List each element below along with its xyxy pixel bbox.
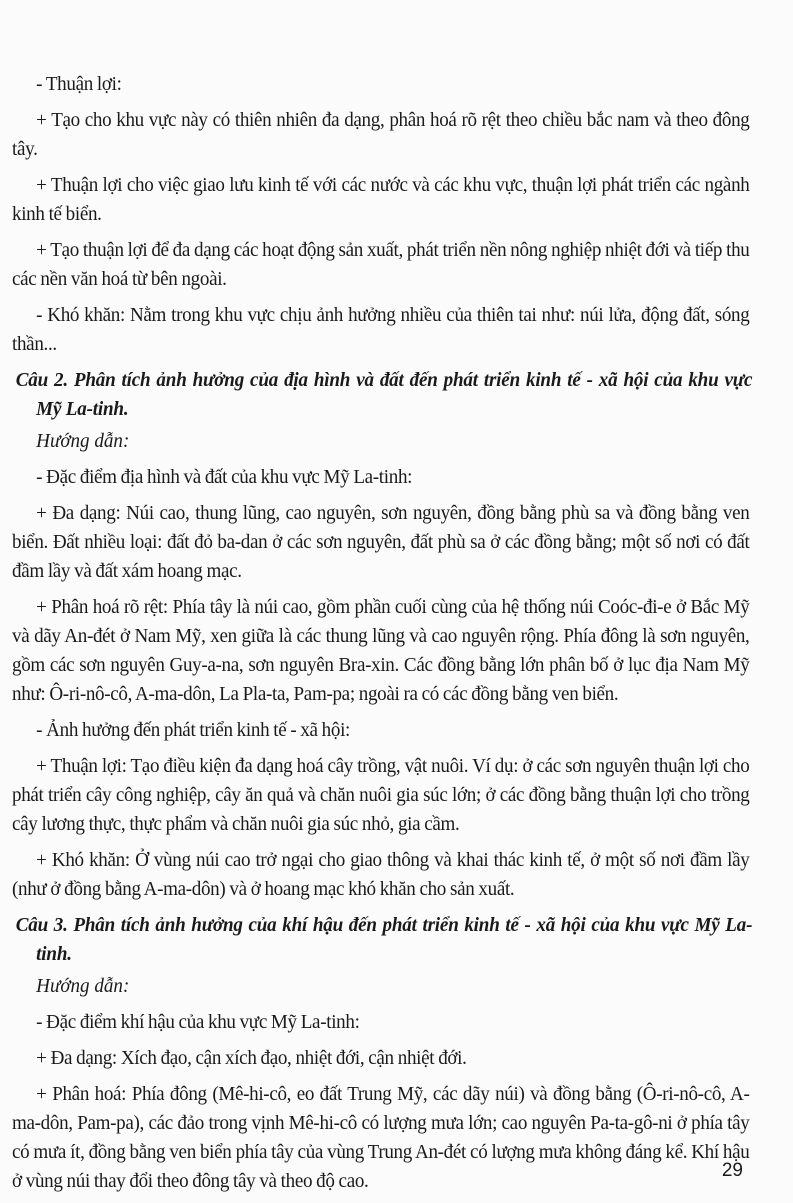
page-body xyxy=(12,70,753,1203)
paragraph-advantage-production: + Tạo thuận lợi để đa dạng các hoạt động sản xuất, phát triển nền nông nghiệp nhiệt đới và tiếp thu các nền văn hoá từ bên ngoài. xyxy=(12,239,750,290)
paragraph-advantage-trade: + Thuận lợi cho việc giao lưu kinh tế với các nước và các khu vực, thuận lợi phát triển các ngành kinh tế biển. xyxy=(12,174,750,225)
paragraph-advantage-nature: + Tạo cho khu vực này có thiên nhiên đa dạng, phân hoá rõ rệt theo chiều bắc nam và theo đông tây. xyxy=(12,109,750,160)
paragraph-terrain-differentiation: + Phân hoá rõ rệt: Phía tây là núi cao, gồm phần cuối cùng của hệ thống núi Coóc-đi-e ở Bắc Mỹ và dãy An-đét ở Nam Mỹ, xen giữa là các thung lũng và cao nguyên rộng. Phía đông là sơn nguyên, gồm các sơn nguyên Guy-a-na, sơn nguyên Bra-xin. Các đồng bằng lớn phân bố ở lục địa Nam Mỹ như: Ô-ri-nô-cô, A-ma-dôn, La Pla-ta, Pam-pa; ngoài ra có các đồng bằng ven biển. xyxy=(12,596,750,705)
question-3-heading: Câu 3. Phân tích ảnh hưởng của khí hậu đến phát triển kinh tế - xã hội của khu vực Mỹ La-tinh. xyxy=(15,914,753,965)
paragraph-climate-diverse: + Đa dạng: Xích đạo, cận xích đạo, nhiệt đới, cận nhiệt đới. xyxy=(36,1047,467,1069)
paragraph-impact-label: - Ảnh hưởng đến phát triển kinh tế - xã hội: xyxy=(36,719,351,741)
paragraph-impact-advantages: + Thuận lợi: Tạo điều kiện đa dạng hoá cây trồng, vật nuôi. Ví dụ: ở các sơn nguyên thuận lợi cho phát triển cây công nghiệp, cây ăn quả và chăn nuôi gia súc lớn; ở các đồng bằng thuận lợi cho trồng cây lương thực, thực phẩm và chăn nuôi gia súc nhỏ, gia cầm. xyxy=(12,755,750,835)
guide-label: Hướng dẫn: xyxy=(36,430,130,452)
paragraph-climate-features: - Đặc điểm khí hậu của khu vực Mỹ La-tinh: xyxy=(36,1011,360,1033)
paragraph-advantages-label: - Thuận lợi: xyxy=(36,73,122,95)
paragraph-difficulties: - Khó khăn: Nằm trong khu vực chịu ảnh hưởng nhiều của thiên tai như: núi lửa, động đất, sóng thần... xyxy=(12,304,750,355)
page-number: 29 xyxy=(721,1160,743,1181)
paragraph-terrain-diverse: + Đa dạng: Núi cao, thung lũng, cao nguyên, sơn nguyên, đồng bằng phù sa và đồng bằng ven biển. Đất nhiều loại: đất đỏ ba-dan ở các sơn nguyên, đất phù sa ở các đồng bằng; một số nơi có đất đầm lầy và đất xám hoang mạc. xyxy=(12,502,750,582)
paragraph-terrain-features: - Đặc điểm địa hình và đất của khu vực Mỹ La-tinh: xyxy=(36,466,413,488)
question-2-heading: Câu 2. Phân tích ảnh hưởng của địa hình và đất đến phát triển kinh tế - xã hội của khu vực Mỹ La-tinh. xyxy=(15,369,753,420)
guide-label: Hướng dẫn: xyxy=(36,975,130,997)
paragraph-climate-differentiation: + Phân hoá: Phía đông (Mê-hi-cô, eo đất Trung Mỹ, các dãy núi) và đồng bằng (Ô-ri-nô-cô, A-ma-dôn, Pam-pa), các đảo trong vịnh Mê-hi-cô có lượng mưa lớn; cao nguyên Pa-ta-gô-ni ở phía tây có mưa ít, đồng bằng ven biển phía tây của vùng Trung An-đét có lượng mưa không đáng kể. Khí hậu ở vùng núi thay đổi theo đông tây và theo độ cao. xyxy=(12,1083,750,1192)
paragraph-impact-difficulties: + Khó khăn: Ở vùng núi cao trở ngại cho giao thông và khai thác kinh tế, ở một số nơi đầm lầy (như ở đồng bằng A-ma-dôn) và ở hoang mạc khó khăn cho sản xuất. xyxy=(12,849,750,900)
